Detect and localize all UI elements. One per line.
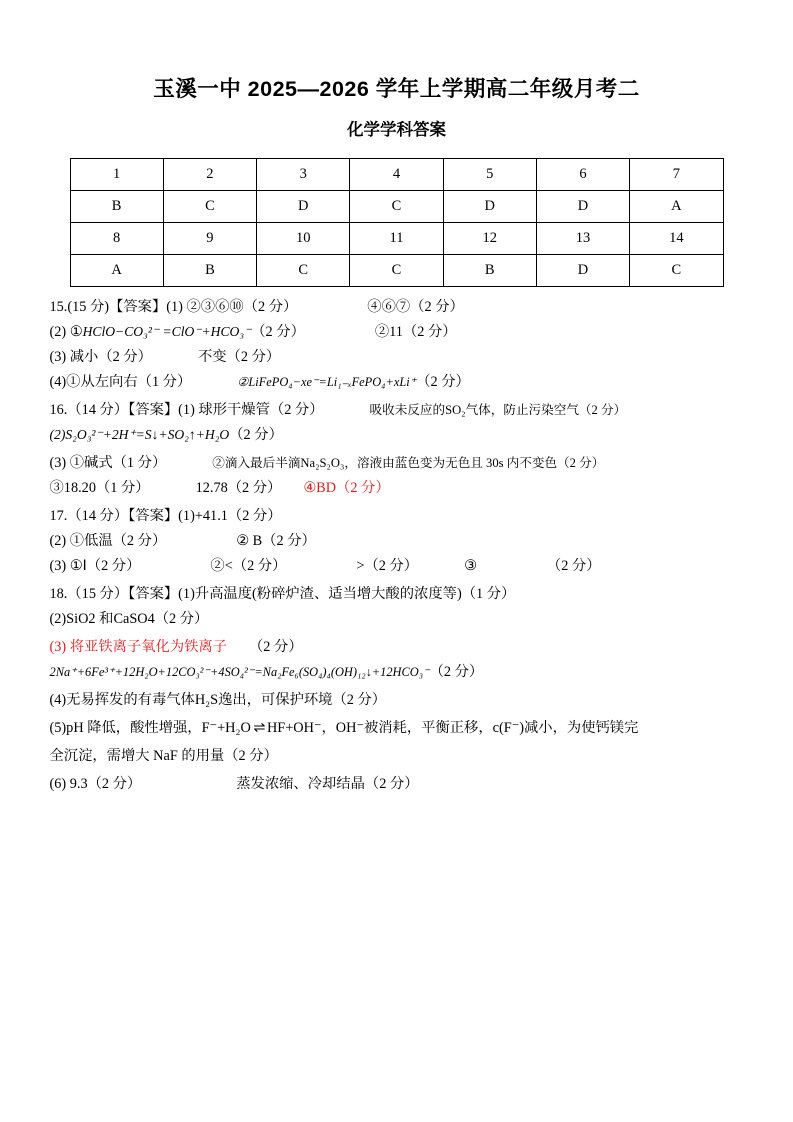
q17-line3-e: （2 分） [546, 558, 601, 574]
q18-equation-1: 2Na⁺+6Fe³⁺+12H₂O+12CO₃²⁻+4SO₄²⁻=Na₂Fe₆(SO₄)₄(OH)₁₂↓+12HCO₃⁻ [49, 665, 430, 679]
q16-header-b: 吸收未反应的SO₂气体，防止污染空气（2 分） [369, 403, 627, 417]
q16-line-2 [50, 428, 750, 443]
table-cell: B [443, 255, 536, 287]
q18-line-1 [50, 587, 750, 602]
q17-line3-b: ②<（2 分） [210, 558, 287, 574]
q16-line4-b: 12.78（2 分） [195, 480, 282, 496]
table-cell: 12 [443, 223, 536, 255]
q15-line4-a: (4)①从左向右（1 分） [49, 374, 192, 390]
table-cell: D [536, 255, 629, 287]
q17-line-2 [50, 534, 750, 549]
q18-line5: (4)无易挥发的有毒气体H₂S逸出，可保护环境（2 分） [49, 692, 387, 708]
q18-line3-text: 将亚铁离子氧化为铁离子 [69, 639, 228, 655]
q16-line4-c: ④BD（2 分） [303, 480, 390, 496]
table-cell: 13 [536, 223, 629, 255]
q17-line-3 [50, 559, 750, 574]
q15-line2-score: （2 分） [251, 324, 305, 340]
q17-line3-c: >（2 分） [356, 558, 419, 574]
q18-line4-score: （2 分） [429, 664, 484, 680]
q18-line6-b: HF+OH⁻，OH⁻被消耗，平衡正移，c(F⁻)减小，为使钙镁完 [266, 720, 639, 736]
table-cell: C [163, 191, 256, 223]
q16-line3-b: ②滴入最后半滴Na₂S₂O₃，溶液由蓝色变为无色且 30s 内不变色（2 分） [212, 456, 605, 470]
q15-line-4 [50, 375, 750, 390]
table-cell: 2 [163, 159, 256, 191]
table-cell: A [630, 191, 723, 223]
q18-line-6 [50, 721, 750, 736]
table-row [70, 191, 723, 223]
answer-key-table [70, 158, 724, 287]
q15-line-3 [50, 350, 750, 365]
q15-line2-b: ②11（2 分） [374, 324, 457, 340]
table-cell: 4 [350, 159, 443, 191]
q18-line-3 [50, 640, 750, 655]
table-cell: 3 [257, 159, 350, 191]
q18-line-2 [50, 612, 750, 627]
equilibrium-arrow-icon: ⇌ [250, 720, 267, 736]
q15-line-1 [50, 300, 750, 315]
table-cell: D [443, 191, 536, 223]
table-cell: B [70, 191, 163, 223]
table-cell: 14 [630, 223, 723, 255]
q16-line-3 [50, 456, 750, 471]
table-cell: C [350, 255, 443, 287]
table-cell: C [630, 255, 723, 287]
q15-line2-label: (2) ① [49, 324, 83, 340]
answers-body [44, 300, 750, 792]
q17-line-1 [50, 509, 750, 524]
table-cell: 9 [163, 223, 256, 255]
page-title: 玉溪一中 2025—2026 学年上学期高二年级月考二 [153, 77, 640, 101]
q17-header: 17.（14 分）【答案】(1)+41.1（2 分） [49, 508, 282, 524]
q15-equation-2: ②LiFePO₄−xe⁻=Li₁₋ₓFePO₄+xLi⁺ [237, 375, 417, 389]
table-row [70, 223, 723, 255]
table-cell: 7 [630, 159, 723, 191]
q15-equation-1: HClO−CO₃²⁻ =ClO⁻+HCO₃⁻ [82, 324, 252, 339]
table-cell: 10 [257, 223, 350, 255]
q18-line3-label: (3) [49, 639, 67, 655]
table-cell: 11 [350, 223, 443, 255]
q18-line-4 [50, 665, 750, 680]
q15-line-2 [50, 325, 750, 340]
q15-header-b: ④⑥⑦（2 分） [367, 299, 464, 315]
q15-header: 15.(15 分)【答案】(1) ②③⑥⑩（2 分） [49, 299, 298, 315]
q17-line3-a: (3) ①Ⅰ（2 分） [49, 558, 141, 574]
table-cell: D [257, 191, 350, 223]
q16-line2-score: （2 分） [229, 427, 283, 443]
q17-line2-a: (2) ①低温（2 分） [49, 533, 167, 549]
q18-line8-a: (6) 9.3（2 分） [49, 776, 142, 792]
q16-line-4 [50, 481, 750, 496]
table-cell: D [536, 191, 629, 223]
q18-line-8 [50, 777, 750, 792]
table-cell: 1 [70, 159, 163, 191]
page-subtitle: 化学学科答案 [347, 121, 446, 139]
q18-line7: 全沉淀，需增大 NaF 的用量（2 分） [49, 748, 278, 764]
q18-line2: (2)SiO2 和CaSO4（2 分） [49, 611, 209, 627]
q15-line3-b: 不变（2 分） [197, 349, 281, 365]
table-cell: C [350, 191, 443, 223]
table-cell: A [70, 255, 163, 287]
q16-line4-a: ③18.20（1 分） [49, 480, 150, 496]
q16-equation-1: (2)S₂O₃²⁻+2H⁺=S↓+SO₂↑+H₂O [49, 427, 230, 442]
q18-line3-score: （2 分） [249, 639, 303, 655]
table-cell: 8 [70, 223, 163, 255]
q18-line-5 [50, 693, 750, 708]
q15-line4-score: （2 分） [416, 374, 470, 390]
q16-line3-a: (3) ①碱式（1 分） [49, 455, 167, 471]
table-cell: C [257, 255, 350, 287]
table-cell: B [163, 255, 256, 287]
q17-line3-d: ③ [464, 558, 477, 574]
q18-line8-b: 蒸发浓缩、冷却结晶（2 分） [236, 776, 419, 792]
table-cell: 5 [443, 159, 536, 191]
q16-line-1 [50, 403, 750, 418]
q18-line-7 [50, 749, 750, 764]
table-row [70, 159, 723, 191]
table-row [70, 255, 723, 287]
table-cell: 6 [536, 159, 629, 191]
q16-header: 16.（14 分）【答案】(1) 球形干燥管（2 分） [49, 402, 324, 418]
q17-line2-b: ② B（2 分） [236, 533, 316, 549]
q15-line3-a: (3) 减小（2 分） [49, 349, 152, 365]
q18-line6-a: (5)pH 降低，酸性增强，F⁻+H₂O [49, 720, 251, 736]
q18-header: 18.（15 分）【答案】(1)升高温度(粉碎炉渣、适当增大酸的浓度等)（1 分） [49, 586, 516, 602]
